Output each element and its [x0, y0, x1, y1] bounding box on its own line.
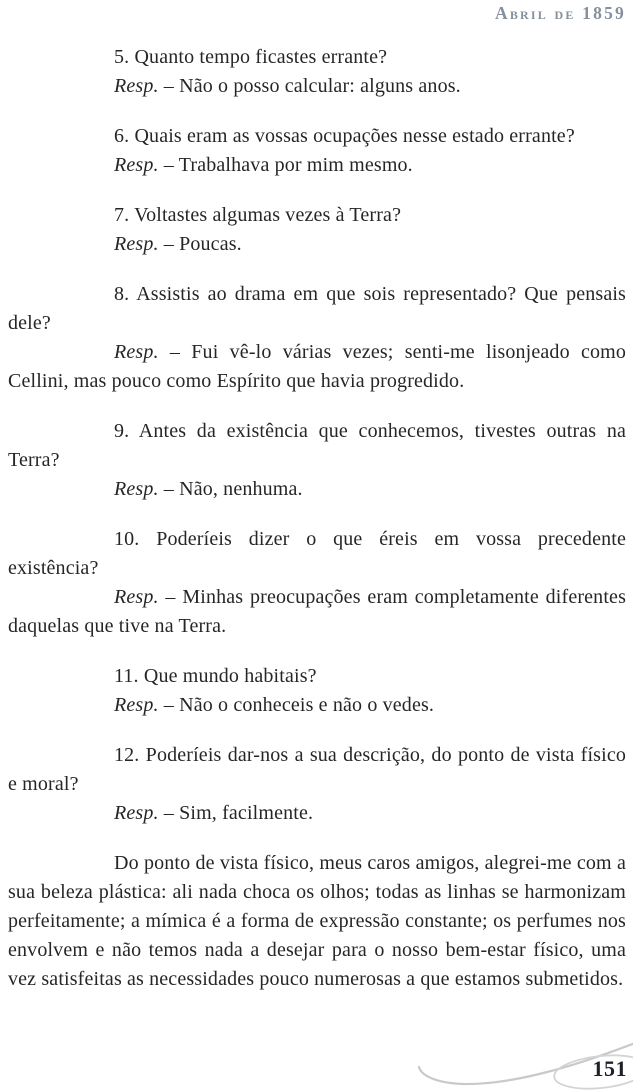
question-text: 11. Que mundo habitais?: [114, 665, 317, 687]
answer-text: [8, 338, 626, 396]
answer-body: – Minhas preocupações eram completamente diferentes daquelas que tive na Terra.: [8, 586, 626, 637]
qa-block: [8, 662, 626, 720]
resp-label: Resp.: [114, 586, 159, 608]
answer-text: [8, 72, 626, 101]
qa-block: [8, 280, 626, 396]
qa-block: [8, 43, 626, 101]
answer-text: [8, 151, 626, 180]
qa-block: [8, 525, 626, 641]
answer-text: [8, 230, 626, 259]
running-header-date: Abril de 1859: [494, 3, 626, 23]
answer-body: – Não o conheceis e não o vedes.: [163, 694, 435, 716]
question-text: 10. Poderíeis dizer o que éreis em vossa precedente existência?: [8, 528, 626, 579]
answer-text: [8, 475, 626, 504]
qa-block: [8, 122, 626, 180]
answer-body: – Fui vê-lo várias vezes; senti-me lisonjeado como Cellini, mas pouco como Espírito que havia progredido.: [8, 341, 626, 392]
resp-label: Resp.: [114, 341, 159, 363]
answer-text: [8, 691, 626, 720]
question-text: 6. Quais eram as vossas ocupações nesse estado errante?: [114, 125, 575, 147]
answer-body: – Não, nenhuma.: [163, 478, 303, 500]
question-text: 7. Voltastes algumas vezes à Terra?: [114, 204, 402, 226]
question-text: 12. Poderíeis dar-nos a sua descrição, do ponto de vista físico e moral?: [8, 744, 626, 795]
resp-label: Resp.: [114, 75, 159, 97]
question-text: 9. Antes da existência que conhecemos, tivestes outras na Terra?: [8, 420, 626, 471]
resp-label: Resp.: [114, 154, 159, 176]
answer-body: – Não o posso calcular: alguns anos.: [163, 75, 461, 97]
qa-block: [8, 417, 626, 504]
closing-paragraph: [8, 849, 626, 994]
answer-text: [8, 583, 626, 641]
qa-block: [8, 741, 626, 828]
answer-body: – Sim, facilmente.: [163, 802, 314, 824]
resp-label: Resp.: [114, 233, 159, 255]
qa-block: [8, 201, 626, 259]
resp-label: Resp.: [114, 802, 159, 824]
page-number: 151: [592, 1056, 627, 1081]
answer-body: – Poucas.: [163, 233, 242, 255]
resp-label: Resp.: [114, 478, 159, 500]
text-column: [0, 25, 633, 994]
question-text: 8. Assistis ao drama em que sois representado? Que pensais dele?: [8, 283, 626, 334]
answer-text: [8, 799, 626, 828]
question-text: 5. Quanto tempo ficastes errante?: [114, 46, 388, 68]
closing-text: Do ponto de vista físico, meus caros amigos, alegrei-me com a sua beleza plástica: ali nada choca os olhos; todas as linhas se harmonizam perfeitamente; a mímica é a forma de expressão constante; os perfumes nos envolvem e não temos nada a desejar para o nosso bem-estar físico, uma vez satisfeitas as necessidades pouco numerosas a que estamos submetidos.: [8, 852, 626, 990]
resp-label: Resp.: [114, 694, 159, 716]
answer-body: – Trabalhava por mim mesmo.: [163, 154, 413, 176]
